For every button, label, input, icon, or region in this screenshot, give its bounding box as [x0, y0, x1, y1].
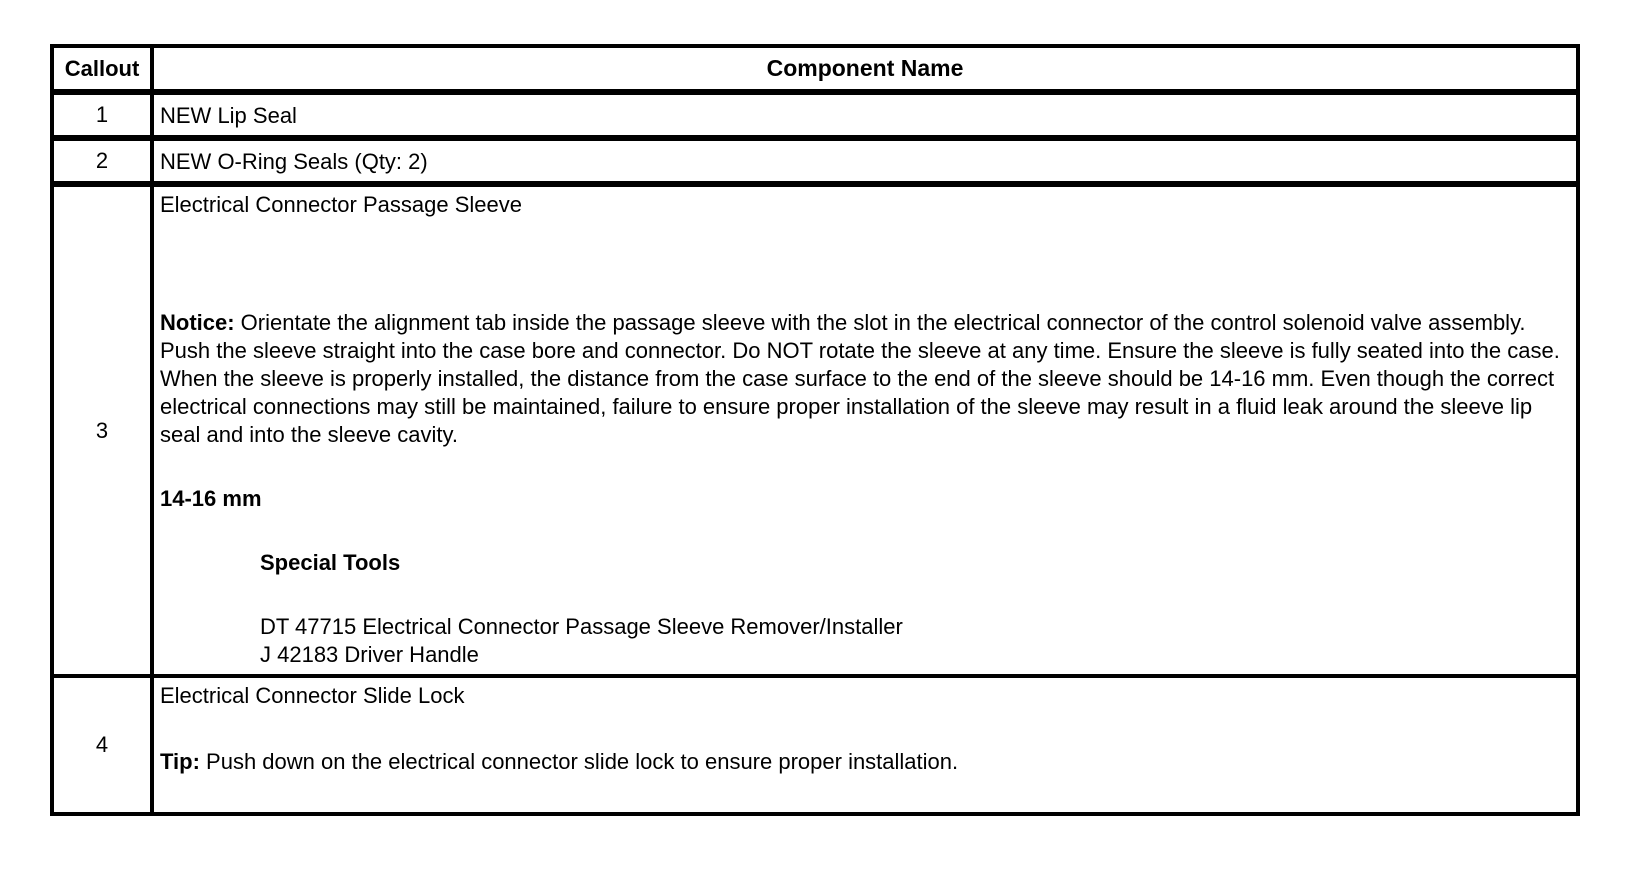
component-name: Electrical Connector Passage Sleeve: [160, 192, 522, 217]
component-name: Electrical Connector Slide Lock: [160, 683, 465, 708]
component-detail-cell: [152, 184, 1578, 676]
table-row: [52, 92, 1578, 138]
callout-header: Callout: [52, 46, 152, 92]
special-tools-heading: Special Tools: [260, 550, 401, 575]
callout-number: 4: [52, 676, 152, 814]
notice-text: Orientate the alignment tab inside the passage sleeve with the slot in the electrical connector of the control solenoid valve assembly. Push the sleeve straight into the case bore and connector. Do NOT rotate the sleeve at any time. Ensure the sleeve is fully seated into the case. When the sleeve is properly installed, the distance from the case surface to the end of the sleeve should be 14-16 mm. Even though the correct electrical connections may still be maintained, failure to ensure proper installation of the sleeve may result in a fluid leak around the sleeve lip seal and into the sleeve cavity.: [160, 310, 1560, 447]
component-table: [50, 44, 1580, 816]
tip-paragraph: [160, 748, 1576, 776]
component-name-header: Component Name: [152, 46, 1578, 92]
table-row: [52, 138, 1578, 184]
notice-paragraph: [160, 309, 1576, 449]
component-name: NEW O-Ring Seals (Qty: 2): [152, 138, 1578, 184]
measurement-value: 14-16 mm: [160, 486, 262, 511]
tip-text: Push down on the electrical connector slide lock to ensure proper installation.: [199, 749, 959, 774]
callout-number: 3: [52, 184, 152, 676]
tool-item: J 42183 Driver Handle: [260, 642, 479, 667]
notice-label: Notice:: [160, 310, 235, 335]
component-detail-cell: [152, 676, 1578, 814]
tool-item: DT 47715 Electrical Connector Passage Sleeve Remover/Installer: [260, 614, 903, 639]
component-name: NEW Lip Seal: [152, 92, 1578, 138]
table-row: [52, 676, 1578, 814]
callout-number: 2: [52, 138, 152, 184]
callout-number: 1: [52, 92, 152, 138]
header-row: [52, 46, 1578, 92]
table-row: [52, 184, 1578, 676]
tip-label: Tip:: [160, 749, 200, 774]
